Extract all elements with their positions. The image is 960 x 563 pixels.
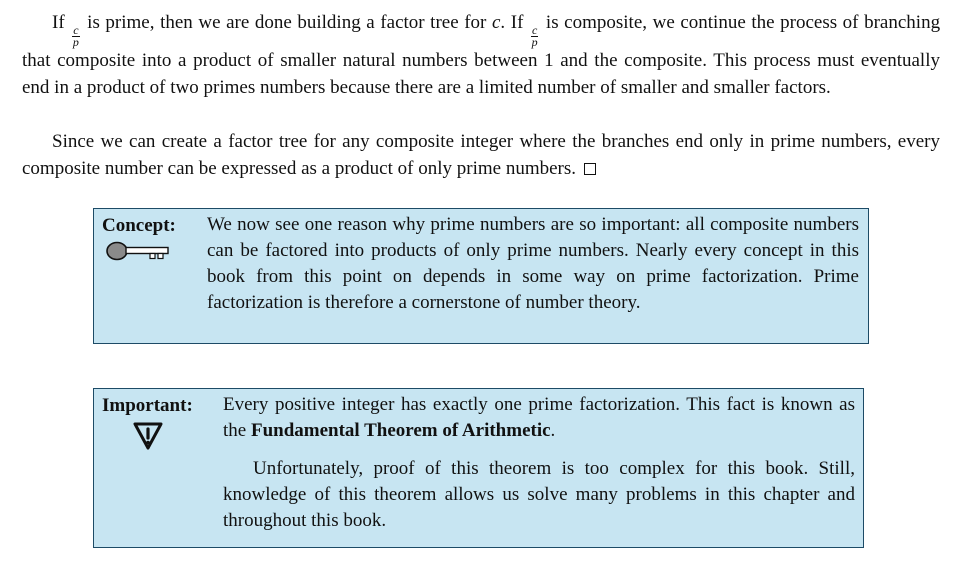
fraction-c-over-p-2: $\frac{c}{p}$ [531,23,538,49]
important-para-1: Every positive integer has exactly one prime factorization. This fact is known as the Fundamental Theorem of Arithmetic. [223,394,855,441]
qed-square-icon [584,163,596,175]
warning-icon [132,421,164,451]
paragraph-1 [22,10,940,101]
fraction-c-over-p: $\frac{c}{p}$ [72,23,79,49]
paragraph-2 [22,129,940,182]
variable-c: c [491,12,501,33]
p2-text: Since we can create a factor tree for any composite integer where the branches end only in prime numbers, every composite number can be expressed as a product of only prime numbers. [22,131,940,179]
concept-label: Concept: [102,215,176,236]
p1-text-2: . If [500,12,524,33]
important-label: Important: [102,395,193,416]
p1-text-1: is prime, then we are done building a factor tree for [87,12,487,33]
concept-text: We now see one reason why prime numbers are so important: all composite numbers can be factored into products of only prime numbers. Nearly every concept in this book from this point on depends in some way on prime factorization. Prime factorization is therefore a cornerstone of number theory. [207,214,859,313]
important-text [223,392,855,534]
p1-if: If [52,12,65,33]
important-para-2: Unfortunately, proof of this theorem is too complex for this book. Still, knowledge of this theorem allows us solve many problems in this chapter and throughout this book. [223,458,855,531]
p1-text-3: is composite, we continue the process of branching that composite into a product of smaller natural numbers between 1 and the composite. This process must eventually end in a product of two primes numbers because there are a limited number of smaller and smaller factors. [22,12,941,98]
fundamental-theorem-term: Fundamental Theorem of Arithmetic [250,420,551,441]
important-box [93,388,864,548]
concept-box [93,208,869,344]
key-icon [106,241,170,261]
